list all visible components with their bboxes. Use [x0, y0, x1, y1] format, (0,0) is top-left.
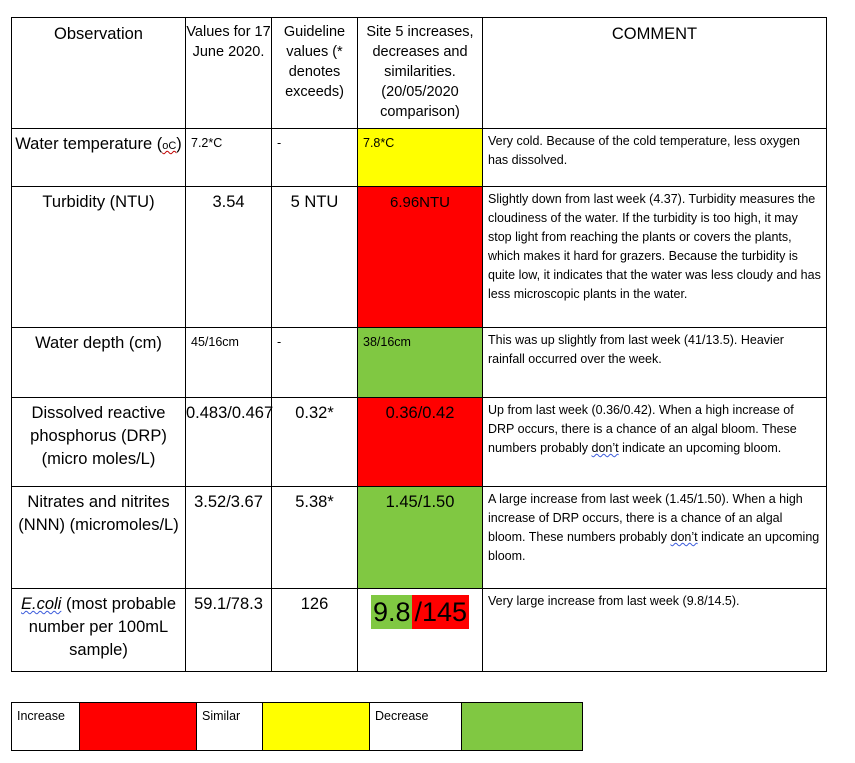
site5-split-increase: /145: [414, 597, 468, 627]
comment-text: indicate an upcoming bloom.: [618, 441, 782, 455]
header-row: [12, 18, 827, 129]
header-values: Values for 17 June 2020.: [186, 18, 272, 129]
site5-split-value: [371, 595, 469, 629]
value-cell: 0.483/0.467: [186, 398, 272, 487]
guideline-cell: -: [272, 129, 358, 187]
value-cell: 59.1/78.3: [186, 589, 272, 672]
comment-cell: [483, 398, 827, 487]
value-cell: 3.52/3.67: [186, 487, 272, 589]
comment-cell: Slightly down from last week (4.37). Turbidity measures the cloudiness of the water. If the turbidity is too high, it may stop light from reaching the plants or covers the plants, which makes it hard for grazers. Because the turbidity is quite low, it indicates that the water was less cloudy and has less microscopic plants in the water.: [483, 187, 827, 328]
ecoli-label: E.coli: [21, 595, 62, 613]
comment-cell: Very large increase from last week (9.8/14.5).: [483, 589, 827, 672]
guideline-cell: 5.38*: [272, 487, 358, 589]
water-quality-table: [11, 17, 827, 672]
observation-cell: Water depth (cm): [12, 328, 186, 398]
legend-similar-swatch: [263, 703, 370, 751]
table-row: [12, 129, 827, 187]
site5-cell-split: [358, 589, 483, 672]
table-row: [12, 487, 827, 589]
grammar-flag: don’t: [591, 441, 619, 455]
legend-decrease-swatch: [462, 703, 583, 751]
site5-cell-decrease: 38/16cm: [358, 328, 483, 398]
table-row: [12, 328, 827, 398]
value-cell: 45/16cm: [186, 328, 272, 398]
site5-cell-increase: 0.36/0.42: [358, 398, 483, 487]
color-legend: [11, 702, 583, 751]
site5-cell-similar: 7.8*C: [358, 129, 483, 187]
value-cell: 7.2*C: [186, 129, 272, 187]
observation-cell: Turbidity (NTU): [12, 187, 186, 328]
comment-text: Up from last week (0.36/0.42). When a high increase of DRP occurs, there is a chance of an algal bloom. These numbers probably: [488, 403, 797, 455]
site5-cell-decrease: 1.45/1.50: [358, 487, 483, 589]
legend-similar-label: Similar: [197, 703, 263, 751]
grammar-flag: don’t: [670, 530, 698, 544]
legend-decrease-label: Decrease: [370, 703, 462, 751]
comment-text: A large increase from last week (1.45/1.50). When a high increase of DRP occurs, there is a chance of an algal bloom. These numbers probably: [488, 492, 803, 544]
header-observation: Observation: [12, 18, 186, 129]
legend-increase-label: Increase: [12, 703, 80, 751]
guideline-cell: -: [272, 328, 358, 398]
comment-text: indicate an upcoming bloom.: [488, 530, 820, 563]
header-site5: Site 5 increases, decreases and similarities. (20/05/2020 comparison): [358, 18, 483, 129]
table-row: [12, 589, 827, 672]
observation-cell: Dissolved reactive phosphorus (DRP) (micro moles/L): [12, 398, 186, 487]
table-row: [12, 187, 827, 328]
observation-tail: ): [176, 135, 182, 153]
header-comment: COMMENT: [483, 18, 827, 129]
observation-cell: [12, 589, 186, 672]
comment-cell: [483, 487, 827, 589]
value-cell: 3.54: [186, 187, 272, 328]
guideline-cell: 126: [272, 589, 358, 672]
observation-unit: oC: [162, 140, 177, 152]
observation-label: (most probable number per 100mL sample): [28, 595, 176, 659]
legend-increase-swatch: [80, 703, 197, 751]
observation-cell: [12, 129, 186, 187]
site5-split-decrease: 9.8: [372, 597, 411, 627]
comment-cell: Very cold. Because of the cold temperature, less oxygen has dissolved.: [483, 129, 827, 187]
site5-cell-increase: 6.96NTU: [358, 187, 483, 328]
comment-cell: This was up slightly from last week (41/13.5). Heavier rainfall occurred over the week.: [483, 328, 827, 398]
observation-cell: Nitrates and nitrites (NNN) (micromoles/L): [12, 487, 186, 589]
guideline-cell: 5 NTU: [272, 187, 358, 328]
table-row: [12, 398, 827, 487]
observation-label: Water temperature (: [15, 135, 163, 153]
header-guideline: Guideline values (* denotes exceeds): [272, 18, 358, 129]
guideline-cell: 0.32*: [272, 398, 358, 487]
